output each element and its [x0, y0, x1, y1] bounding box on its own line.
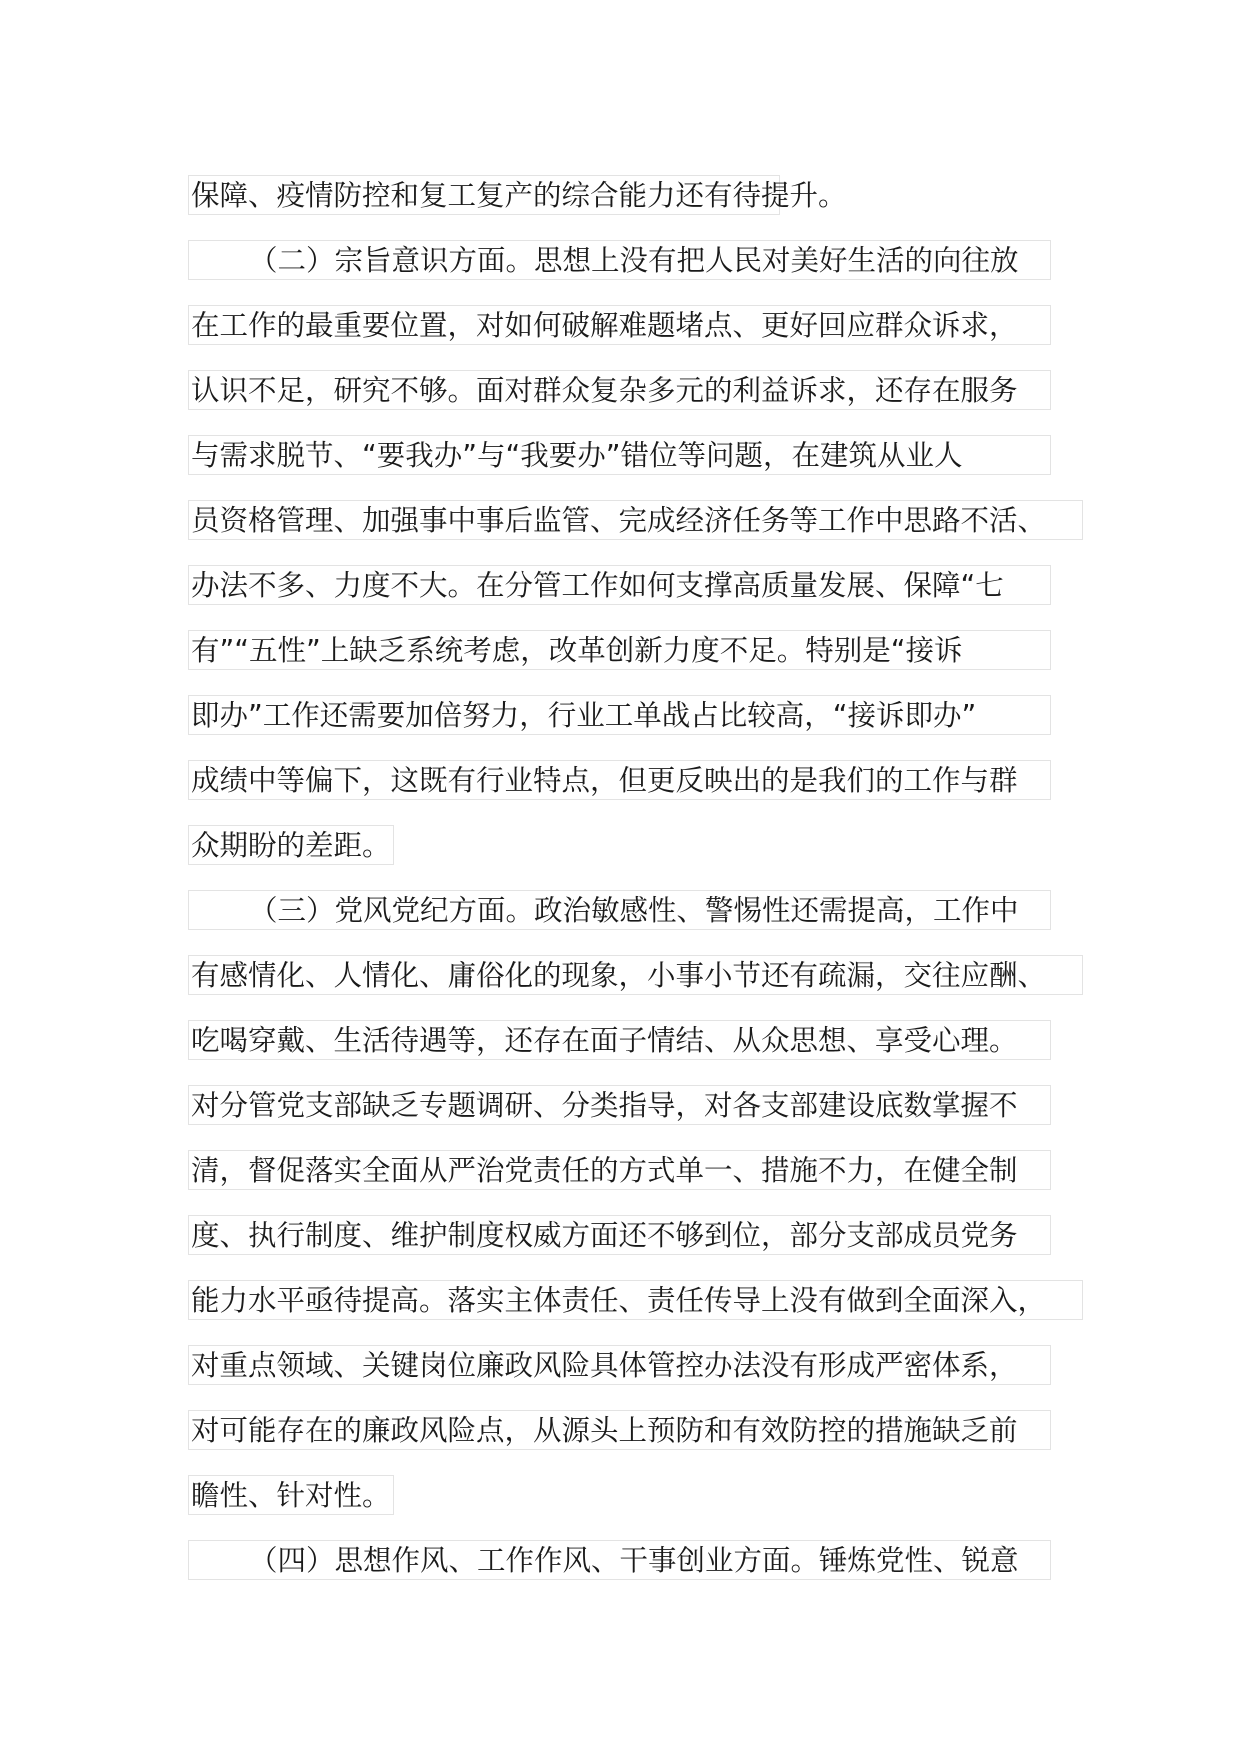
paragraph-heading-line: （三）党风党纪方面。政治敏感性、警惕性还需提高，工作中	[188, 890, 1051, 930]
text-line: 清，督促落实全面从严治党责任的方式单一、措施不力，在健全制	[188, 1150, 1051, 1190]
text-line: 保障、疫情防控和复工复产的综合能力还有待提升。	[188, 175, 780, 215]
text-line: 众期盼的差距。	[188, 825, 394, 865]
text-line: 对可能存在的廉政风险点，从源头上预防和有效防控的措施缺乏前	[188, 1410, 1051, 1450]
text-line: 有感情化、人情化、庸俗化的现象，小事小节还有疏漏，交往应酬、	[188, 955, 1083, 995]
text-line: 在工作的最重要位置，对如何破解难题堵点、更好回应群众诉求，	[188, 305, 1051, 345]
paragraph-heading-line: （四）思想作风、工作作风、干事创业方面。锤炼党性、锐意	[188, 1540, 1051, 1580]
paragraph-heading-line: （二）宗旨意识方面。思想上没有把人民对美好生活的向往放	[188, 240, 1051, 280]
text-line: 瞻性、针对性。	[188, 1475, 394, 1515]
text-line: 与需求脱节、“要我办”与“我要办”错位等问题，在建筑从业人	[188, 435, 1051, 475]
text-line: 认识不足，研究不够。面对群众复杂多元的利益诉求，还存在服务	[188, 370, 1051, 410]
text-line: 吃喝穿戴、生活待遇等，还存在面子情结、从众思想、享受心理。	[188, 1020, 1051, 1060]
text-line: 有”“五性”上缺乏系统考虑，改革创新力度不足。特别是“接诉	[188, 630, 1051, 670]
text-line: 成绩中等偏下，这既有行业特点，但更反映出的是我们的工作与群	[188, 760, 1051, 800]
text-line: 对分管党支部缺乏专题调研、分类指导，对各支部建设底数掌握不	[188, 1085, 1051, 1125]
text-line: 度、执行制度、维护制度权威方面还不够到位，部分支部成员党务	[188, 1215, 1051, 1255]
text-line: 员资格管理、加强事中事后监管、完成经济任务等工作中思路不活、	[188, 500, 1083, 540]
text-line: 能力水平亟待提高。落实主体责任、责任传导上没有做到全面深入，	[188, 1280, 1083, 1320]
text-line: 办法不多、力度不大。在分管工作如何支撑高质量发展、保障“七	[188, 565, 1051, 605]
text-line: 即办”工作还需要加倍努力，行业工单战占比较高，“接诉即办”	[188, 695, 1051, 735]
text-line: 对重点领域、关键岗位廉政风险具体管控办法没有形成严密体系，	[188, 1345, 1051, 1385]
